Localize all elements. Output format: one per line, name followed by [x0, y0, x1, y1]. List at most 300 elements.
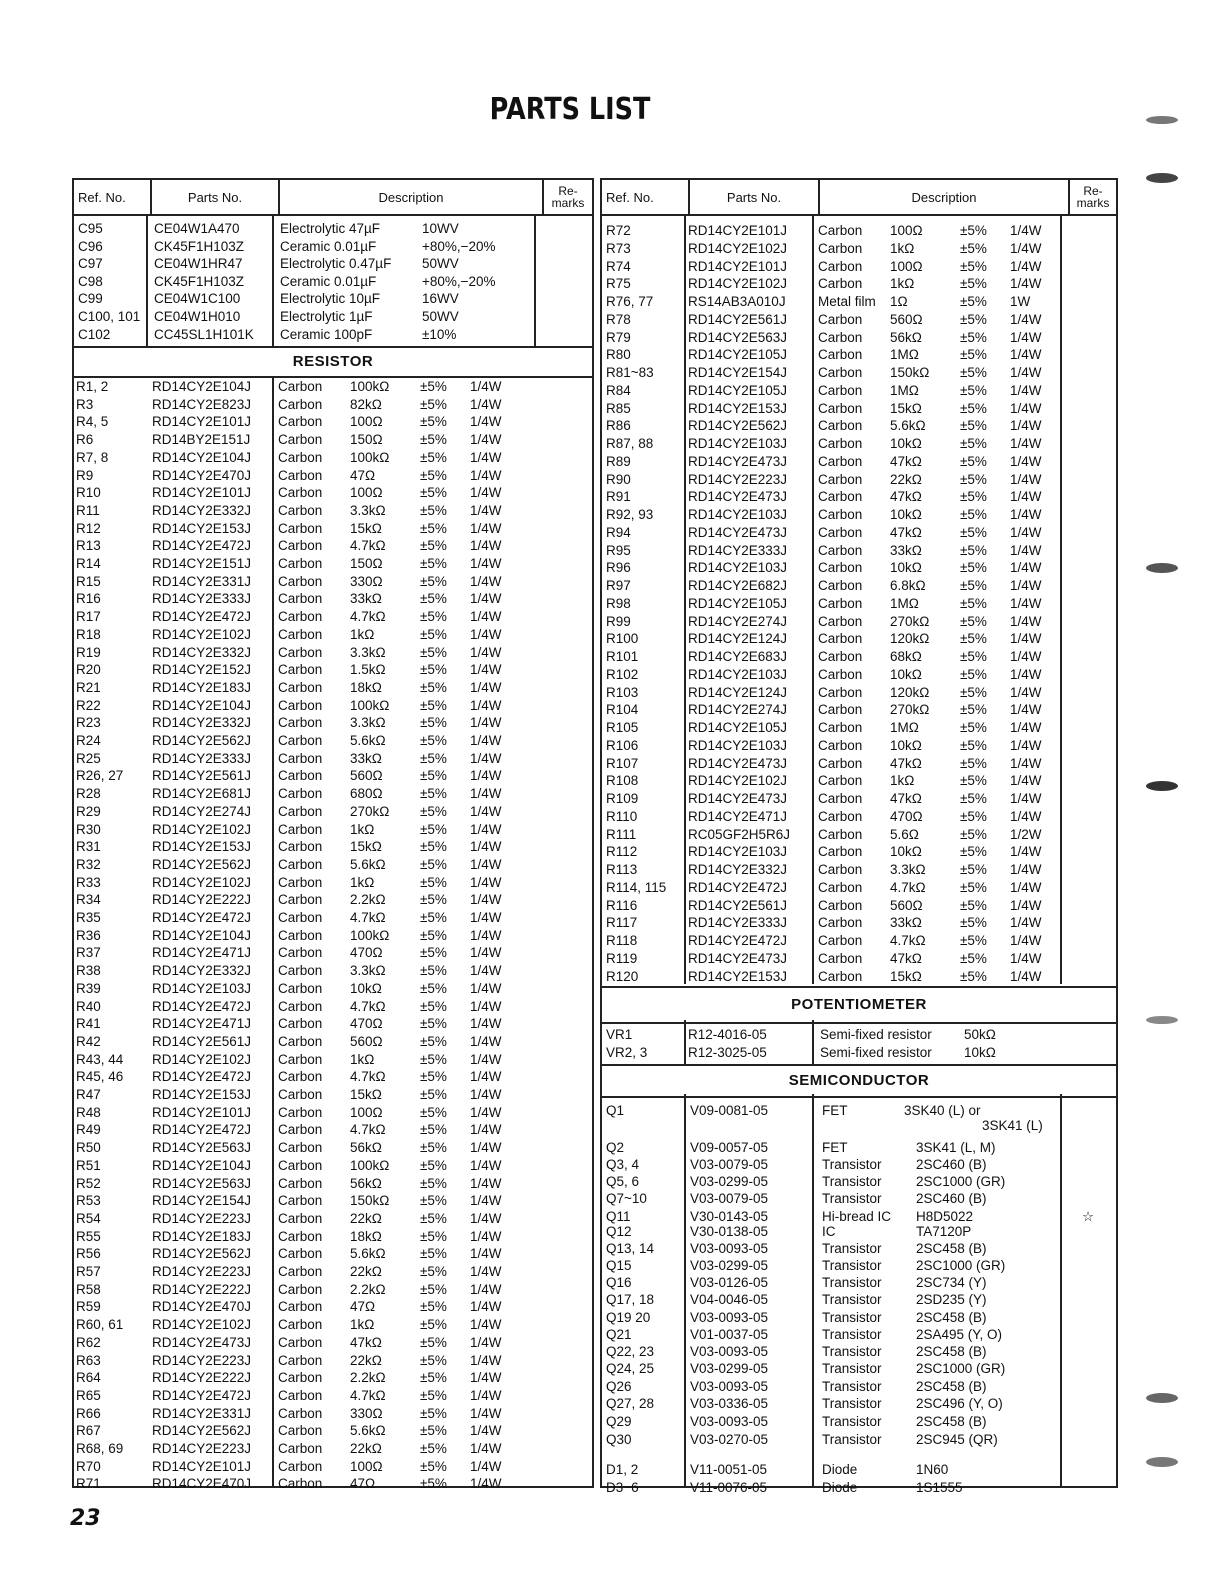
value: 270kΩ: [890, 613, 930, 629]
table-row: [74, 874, 592, 892]
wattage: 1/4W: [1010, 595, 1042, 611]
wattage: 1/4W: [1010, 773, 1042, 789]
section-heading-resistor: RESISTOR: [74, 346, 592, 378]
ref-no: R110: [606, 808, 638, 824]
part-no: RC05GF2H5R6J: [688, 826, 791, 842]
value: 100Ω: [890, 223, 923, 238]
tolerance: ±5%: [960, 436, 987, 451]
part-no: RD14CY2E333J: [152, 591, 252, 607]
type: Transistor: [822, 1241, 882, 1256]
wattage: 1/4W: [470, 1246, 502, 1262]
wattage: 1/4W: [1010, 755, 1042, 771]
table-row: [74, 785, 592, 803]
wattage: 1/4W: [470, 449, 502, 465]
wattage: 1/4W: [470, 1405, 502, 1421]
ref-no: R78: [606, 311, 631, 327]
part-no: V03-0079-05: [690, 1191, 769, 1206]
tolerance: ±5%: [420, 821, 447, 837]
table-body: [74, 216, 592, 1492]
value: 270kΩ: [350, 803, 390, 819]
wattage: 1/4W: [1010, 471, 1042, 487]
table-row: [602, 1343, 1116, 1361]
ref-no: R120: [606, 968, 639, 984]
ref-no: R60, 61: [76, 1317, 124, 1333]
part-no: RD14CY2E473J: [688, 524, 788, 540]
part-no: RD14CY2E332J: [152, 963, 252, 979]
wattage: 1/4W: [470, 1476, 502, 1492]
part-no: RD14CY2E102J: [688, 773, 788, 789]
ref-no: R28: [76, 786, 101, 802]
part-no: RD14CY2E222J: [152, 1370, 252, 1386]
value: 15kΩ: [350, 1087, 382, 1102]
table-row: [74, 1334, 592, 1352]
type: Carbon: [818, 702, 863, 718]
value: 100kΩ: [350, 379, 390, 394]
wattage: 1/4W: [470, 1264, 502, 1279]
value: 47kΩ: [890, 791, 922, 806]
part-no: RD14CY2E101J: [152, 414, 252, 430]
table-row: [74, 891, 592, 909]
table-row: [602, 968, 1116, 986]
part-no: RD14CY2E562J: [152, 733, 252, 748]
wattage: 1/4W: [1010, 879, 1042, 895]
table-row: [602, 790, 1116, 808]
tolerance: ±5%: [960, 560, 987, 576]
part-no: RD14CY2E101J: [688, 258, 788, 274]
ref-no: R79: [606, 329, 631, 345]
tolerance: ±5%: [960, 684, 987, 700]
ref-no: R76, 77: [606, 294, 654, 309]
type: Carbon: [278, 1352, 323, 1368]
part-no: RD14CY2E563J: [152, 1140, 252, 1156]
wattage: 1/4W: [1010, 791, 1042, 806]
part-no: RD14CY2E153J: [688, 968, 788, 984]
part-no: RD14CY2E561J: [152, 1033, 252, 1049]
value: 6.8kΩ: [890, 578, 926, 593]
device: 3SK40 (L) or: [904, 1103, 981, 1118]
table-row: [602, 1257, 1116, 1275]
part-no: V11-0076-05: [690, 1480, 768, 1495]
device: 2SA495 (Y, O): [916, 1327, 1003, 1342]
value: 47kΩ: [890, 453, 922, 469]
wattage: 1/4W: [1010, 542, 1042, 558]
table-row: [74, 679, 592, 697]
type: Carbon: [818, 524, 863, 540]
part-no: RD14CY2E101J: [688, 223, 788, 238]
tolerance: ±5%: [960, 524, 987, 540]
parts-table-right: [600, 178, 1118, 1495]
type: Carbon: [278, 432, 323, 448]
tolerance: ±5%: [960, 666, 987, 682]
tolerance: ±5%: [420, 803, 447, 819]
wattage: 1/4W: [1010, 897, 1042, 913]
device: 1N60: [916, 1462, 949, 1477]
table-row: [74, 1263, 592, 1281]
tolerance: ±5%: [960, 879, 987, 895]
part-no: RD14CY2E331J: [152, 1405, 252, 1421]
type: Carbon: [278, 1405, 323, 1421]
table-row: [74, 326, 592, 344]
table-row: [602, 453, 1116, 471]
ref-no: R23: [76, 715, 101, 731]
wattage: 1/4W: [1010, 347, 1042, 363]
tolerance: ±5%: [420, 1087, 447, 1102]
table-row: [602, 471, 1116, 489]
device: 2SC458 (B): [916, 1414, 987, 1429]
type: Carbon: [818, 720, 863, 735]
table-row: [602, 1274, 1116, 1292]
value: 47Ω: [350, 467, 376, 483]
ref-no: Q15: [606, 1258, 632, 1273]
part-no: V03-0270-05: [690, 1432, 769, 1447]
ref-no: R54: [76, 1210, 101, 1226]
tolerance: ±5%: [420, 1334, 447, 1350]
ref-no: VR1: [606, 1027, 633, 1042]
part-no: RD14CY2E102J: [152, 1051, 252, 1067]
value: 1kΩ: [890, 240, 915, 256]
header-remarks: Re- marks: [551, 184, 585, 210]
wattage: 1/4W: [470, 485, 502, 501]
value: 1kΩ: [890, 773, 915, 789]
part-no: RD14CY2E470J: [152, 1476, 252, 1492]
device: 2SC496 (Y, O): [916, 1396, 1003, 1411]
ref-no: R70: [76, 1458, 101, 1474]
wattage: 1/4W: [470, 998, 502, 1014]
table-row: [602, 808, 1116, 826]
part-no: RD14CY2E473J: [152, 1334, 252, 1350]
type: Carbon: [278, 591, 323, 607]
value: 100kΩ: [350, 1157, 390, 1173]
ref-no: R72: [606, 223, 631, 238]
description: Semi-fixed resistor: [820, 1027, 932, 1042]
value: 10kΩ: [964, 1045, 996, 1060]
table-row: [74, 1139, 592, 1157]
part-no: RD14CY2E473J: [688, 489, 788, 505]
table-row: [74, 767, 592, 785]
value: 3.3kΩ: [350, 715, 386, 731]
ref-no: R113: [606, 862, 638, 877]
value: 10kΩ: [890, 844, 922, 860]
tolerance: ±5%: [420, 502, 447, 518]
table-row: [602, 772, 1116, 790]
part-no: RD14CY2E274J: [688, 702, 788, 718]
table-row: [74, 1352, 592, 1370]
wattage: 1/4W: [1010, 382, 1042, 398]
type: Diode: [822, 1462, 858, 1477]
ref-no: R47: [76, 1087, 101, 1102]
part-no: V03-0299-05: [690, 1258, 769, 1273]
value: 5.6kΩ: [350, 1423, 386, 1439]
table-row: [74, 661, 592, 679]
ref-no: R52: [76, 1175, 101, 1191]
type: Carbon: [818, 844, 863, 860]
ref-no: R62: [76, 1334, 101, 1350]
table-row: [602, 950, 1116, 968]
part-no: RD14CY2E223J: [688, 471, 788, 487]
value: 56kΩ: [350, 1175, 382, 1191]
table-row: [602, 701, 1116, 719]
rating: +80%,−20%: [422, 238, 496, 254]
part-no: CC45SL1H101K: [154, 326, 254, 342]
tolerance: ±5%: [960, 294, 987, 309]
tolerance: ±5%: [420, 573, 447, 589]
type: Carbon: [278, 963, 323, 979]
type: Carbon: [278, 502, 323, 518]
type: Carbon: [278, 1441, 323, 1456]
table-row: [74, 1281, 592, 1299]
table-row: [602, 506, 1116, 524]
value: 47Ω: [350, 1476, 376, 1492]
description: Ceramic 0.01µF: [280, 238, 377, 254]
type: Carbon: [278, 1157, 323, 1173]
table-row: [74, 1015, 592, 1033]
ref-no: R18: [76, 626, 101, 642]
type: Carbon: [818, 258, 863, 274]
ref-no: R42: [76, 1033, 101, 1049]
ref-no: VR2, 3: [606, 1045, 648, 1060]
table-row: [602, 400, 1116, 418]
tolerance: ±5%: [960, 897, 987, 913]
wattage: 1/4W: [470, 644, 502, 660]
ref-no: Q29: [606, 1414, 632, 1429]
tolerance: ±5%: [960, 453, 987, 469]
wattage: 1/4W: [1010, 666, 1042, 682]
table-row: [74, 1475, 592, 1493]
ref-no: R105: [606, 720, 639, 735]
ref-no: R102: [606, 666, 639, 682]
wattage: 1/4W: [470, 573, 502, 589]
type: Carbon: [818, 737, 863, 753]
ref-no: Q24, 25: [606, 1361, 655, 1376]
table-row: [602, 1461, 1116, 1479]
type: Carbon: [278, 644, 323, 660]
ref-no: R56: [76, 1246, 101, 1262]
ref-no: R103: [606, 684, 639, 700]
tolerance: ±5%: [420, 910, 447, 925]
tolerance: ±5%: [960, 613, 987, 629]
tolerance: ±5%: [420, 1281, 447, 1297]
part-no: RD14CY2E102J: [688, 276, 788, 292]
wattage: 1/4W: [1010, 400, 1042, 416]
part-no: RD14CY2E471J: [152, 945, 252, 961]
table-row: [602, 258, 1116, 276]
value: 5.6kΩ: [890, 418, 926, 434]
value: 15kΩ: [890, 400, 922, 416]
ref-no: Q7~10: [606, 1191, 647, 1206]
type: Carbon: [278, 1016, 323, 1032]
table-row: [602, 577, 1116, 595]
column-divider: [684, 1020, 686, 1064]
value: 68kΩ: [890, 649, 922, 664]
table-row: [602, 435, 1116, 453]
wattage: 1/4W: [470, 1423, 502, 1439]
type: Carbon: [278, 556, 323, 571]
wattage: 1W: [1010, 294, 1031, 309]
ref-no: R66: [76, 1405, 101, 1421]
ref-no: Q27, 28: [606, 1396, 655, 1411]
table-row: [74, 1033, 592, 1051]
ref-no: C100, 101: [78, 309, 141, 324]
tolerance: ±5%: [420, 1387, 447, 1403]
wattage: 1/4W: [470, 750, 502, 766]
type: Carbon: [278, 927, 323, 943]
wattage: 1/4W: [470, 1051, 502, 1067]
ref-no: R101: [606, 649, 639, 664]
type: Carbon: [818, 240, 863, 256]
value: 470Ω: [890, 808, 923, 824]
ref-no: R100: [606, 631, 639, 647]
value: 15kΩ: [890, 968, 922, 984]
ref-no: R38: [76, 963, 101, 979]
wattage: 1/4W: [1010, 418, 1042, 434]
type: Carbon: [278, 1051, 323, 1067]
value: 1MΩ: [890, 347, 919, 363]
value: 56kΩ: [350, 1140, 382, 1156]
table-row: [602, 755, 1116, 773]
table-row: [602, 1223, 1116, 1241]
wattage: 1/4W: [1010, 453, 1042, 469]
part-no: CE04W1HR47: [154, 256, 243, 272]
tolerance: ±5%: [420, 679, 447, 695]
part-no: RD14CY2E471J: [152, 1016, 252, 1032]
type: Carbon: [278, 715, 323, 731]
table-row: [602, 1378, 1116, 1396]
ref-no: C99: [78, 291, 103, 307]
table-row: [602, 1026, 1116, 1044]
value: 100Ω: [890, 258, 923, 274]
binder-mark: [1140, 560, 1180, 576]
value: 33kΩ: [890, 915, 922, 931]
tolerance: ±5%: [420, 856, 447, 872]
type: Metal film: [818, 294, 876, 309]
ref-no: C102: [78, 326, 111, 342]
value: 47Ω: [350, 1299, 376, 1315]
wattage: 1/4W: [470, 715, 502, 731]
wattage: 1/4W: [470, 1033, 502, 1049]
ref-no: C96: [78, 238, 103, 254]
wattage: 1/4W: [470, 1352, 502, 1368]
table-row: [74, 573, 592, 591]
wattage: 1/4W: [470, 1441, 502, 1456]
type: Carbon: [278, 1069, 323, 1085]
ref-no: R1, 2: [76, 379, 109, 394]
ref-no: R114, 115: [606, 879, 667, 895]
type: Carbon: [818, 578, 863, 593]
ref-no: R87, 88: [606, 436, 654, 451]
wattage: 1/4W: [470, 839, 502, 855]
table-row: [74, 644, 592, 662]
table-row: [602, 595, 1116, 613]
ref-no: R119: [606, 950, 638, 966]
wattage: 1/4W: [470, 609, 502, 625]
type: Transistor: [822, 1292, 882, 1307]
device: 1S1555: [916, 1480, 963, 1495]
wattage: 1/4W: [1010, 720, 1042, 735]
wattage: 1/4W: [470, 1069, 502, 1085]
tolerance: ±5%: [420, 379, 447, 394]
table-row: [74, 1192, 592, 1210]
ref-no: R3: [76, 396, 94, 412]
table-row: [602, 648, 1116, 666]
rating: 16WV: [422, 291, 459, 307]
tolerance: ±5%: [420, 1264, 447, 1279]
ref-no: R58: [76, 1281, 101, 1297]
wattage: 1/4W: [470, 980, 502, 996]
tolerance: ±5%: [960, 400, 987, 416]
type: Carbon: [278, 768, 323, 784]
part-no: RD14CY2E331J: [152, 573, 252, 589]
value: 1kΩ: [350, 874, 375, 890]
type: Carbon: [818, 400, 863, 416]
table-row: [602, 1413, 1116, 1431]
type: Carbon: [278, 1210, 323, 1226]
table-row: [602, 1431, 1116, 1449]
value: 150kΩ: [890, 365, 930, 380]
value: 100kΩ: [350, 449, 390, 465]
device: H8D5022: [916, 1209, 974, 1224]
ref-no: R95: [606, 542, 631, 558]
wattage: 1/4W: [1010, 489, 1042, 505]
type: Carbon: [278, 1370, 323, 1386]
type: Carbon: [278, 520, 323, 536]
type: Carbon: [278, 1228, 323, 1244]
ref-no: Q13, 14: [606, 1241, 655, 1256]
device: 2SC458 (B): [916, 1344, 987, 1359]
tolerance: ±5%: [960, 347, 987, 363]
part-no: CK45F1H103Z: [154, 238, 245, 254]
page-title: PARTS LIST: [489, 92, 651, 127]
ref-no: R48: [76, 1104, 101, 1120]
type: Carbon: [818, 489, 863, 505]
value: 470Ω: [350, 1016, 383, 1032]
wattage: 1/4W: [470, 1140, 502, 1156]
type: Carbon: [278, 803, 323, 819]
wattage: 1/4W: [470, 910, 502, 925]
tolerance: ±5%: [960, 329, 987, 345]
tolerance: ±5%: [420, 432, 447, 448]
wattage: 1/4W: [470, 591, 502, 607]
value: 22kΩ: [350, 1352, 382, 1368]
tolerance: ±5%: [960, 737, 987, 753]
wattage: 1/4W: [1010, 844, 1042, 860]
ref-no: C97: [78, 256, 103, 272]
type: Hi-bread IC: [822, 1209, 892, 1224]
value: 150kΩ: [350, 1193, 390, 1209]
value: 4.7kΩ: [350, 609, 386, 625]
part-no: V03-0093-05: [690, 1414, 769, 1429]
tolerance: ±5%: [420, 520, 447, 536]
tolerance: ±5%: [960, 595, 987, 611]
type: Carbon: [818, 436, 863, 451]
table-row: [602, 897, 1116, 915]
ref-no: Q30: [606, 1432, 632, 1447]
ref-no: R6: [76, 432, 94, 448]
value: 22kΩ: [350, 1264, 382, 1279]
section-heading-potentiometer: POTENTIOMETER: [602, 986, 1116, 1024]
value: 47kΩ: [890, 489, 922, 505]
ref-no: R81~83: [606, 365, 654, 380]
table-row: [602, 932, 1116, 950]
part-no: RD14CY2E470J: [152, 1299, 252, 1315]
wattage: 1/4W: [470, 697, 502, 713]
ref-no: R104: [606, 702, 639, 718]
part-no: RD14CY2E105J: [688, 347, 788, 363]
part-no: RD14CY2E101J: [152, 1458, 252, 1474]
ref-no: R40: [76, 998, 101, 1014]
type: Carbon: [278, 1175, 323, 1191]
tolerance: ±5%: [420, 1210, 447, 1226]
wattage: 1/4W: [1010, 737, 1042, 753]
